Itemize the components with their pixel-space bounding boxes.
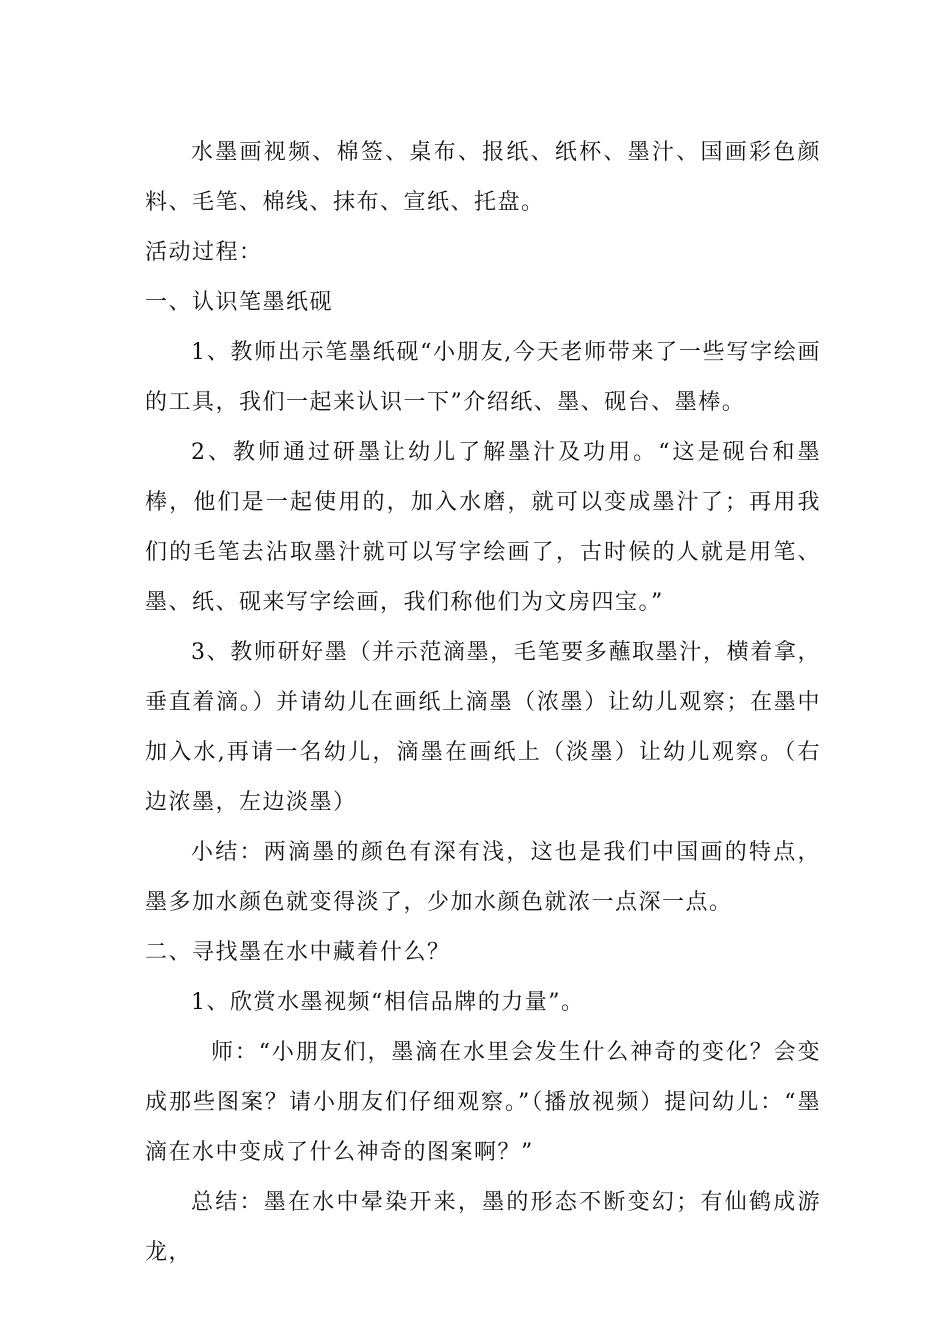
activity-process-heading: 活动过程： [145,240,263,265]
step-3-paragraph: 3、教师研好墨（并示范滴墨，毛笔要多蘸取墨汁，横着拿，垂直着滴。）并请幼儿在画纸上滴墨（浓墨）让幼儿观察；在墨中加入水,再请一名幼儿，滴墨在画纸上（淡墨）让幼儿观察。（右边浓墨，左边淡墨） [145,640,821,815]
conclusion-paragraph: 总结：墨在水中晕染开来，墨的形态不断变幻；有仙鹤成游龙， [145,1190,821,1265]
teacher-question-paragraph: 师：“小朋友们，墨滴在水里会发生什么神奇的变化？会变成那些图案？请小朋友们仔细观察。”（播放视频）提问幼儿：“墨滴在水中变成了什么神奇的图案啊？” [145,1040,821,1165]
video-step-paragraph: 1、欣赏水墨视频“相信品牌的力量”。 [191,990,585,1015]
step-1-paragraph: 1、教师出示笔墨纸砚“小朋友,今天老师带来了一些写字绘画的工具，我们一起来认识一下”介绍纸、墨、砚台、墨棒。 [145,340,821,415]
section-two-heading: 二、寻找墨在水中藏着什么？ [145,940,451,965]
section-one-heading: 一、认识笔墨纸砚 [145,290,334,315]
materials-paragraph: 水墨画视频、棉签、桌布、报纸、纸杯、墨汁、国画彩色颜料、毛笔、棉线、抹布、宣纸、托盘。 [145,140,821,215]
step-2-paragraph: 2、教师通过研墨让幼儿了解墨汁及功用。“这是砚台和墨棒，他们是一起使用的，加入水磨，就可以变成墨汁了；再用我们的毛笔去沾取墨汁就可以写字绘画了，古时候的人就是用笔、墨、纸、砚来写字绘画，我们称他们为文房四宝。” [145,440,821,615]
summary-paragraph: 小结：两滴墨的颜色有深有浅，这也是我们中国画的特点，墨多加水颜色就变得淡了，少加水颜色就浓一点深一点。 [145,840,821,915]
document-body [145,128,821,1278]
